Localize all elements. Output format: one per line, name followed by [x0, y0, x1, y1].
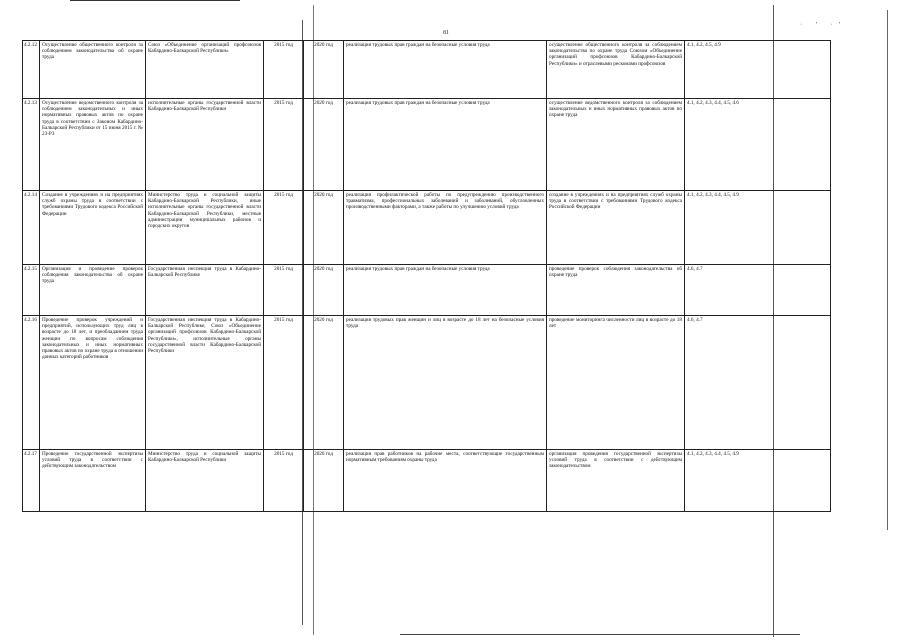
- scan-corner-marks: · ’ ·’: [800, 22, 847, 28]
- row-number: 4.2.15: [23, 265, 40, 316]
- direction-cell: реализация трудовых прав граждан на безопасные условия труда: [344, 265, 547, 316]
- activity-cell: Осуществление общественного контроля за соблюдением законодательства об охране труда: [40, 41, 146, 99]
- start-year-cell: 2015 год: [264, 265, 304, 316]
- direction-cell: реализация трудовых прав граждан на безопасные условия труда: [344, 99, 547, 191]
- end-year-cell: 2020 год: [304, 450, 344, 512]
- executor-cell: Союз «Объединение организаций профсоюзов Кабардино-Балкарской Республики»: [146, 41, 264, 99]
- row-number: 4.2.16: [23, 316, 40, 450]
- activity-cell: Проведение проверок учреждений и предприятий, использующих труд лиц в возрасте до 18 лет, и преобладанием труда женщин по вопросам соблюдения законодательных и иных нормативных правовых актов по охране труда в отношении данных категорий работников: [40, 316, 146, 450]
- end-year-cell: 2020 год: [304, 316, 344, 450]
- end-year-cell: 2020 год: [304, 191, 344, 265]
- executor-cell: Государственная инспекция труда в Кабардино-Балкарской Республике, Союз «Объединение организаций профсоюзов Кабардино-Балкарской Республики», исполнительные органы государственной власти Кабардино-Балкарской Республики: [146, 316, 264, 450]
- row-number: 4.2.17: [23, 450, 40, 512]
- scan-line-vertical-4: [887, 10, 888, 530]
- activity-cell: Проведение государственной экспертизы условий труда в соответствии с действующим законодательством: [40, 450, 146, 512]
- direction-cell: реализация трудовых прав граждан на безопасные условия труда: [344, 41, 547, 99]
- scan-line-bottom: [400, 634, 800, 635]
- direction-cell: реализация профилактической работы по предупреждению производственного травматизма, профессиональных заболеваний и заболеваний, обусловленных производственными факторами, а также работы по улучшению условий труда: [344, 191, 547, 265]
- row-number: 4.2.13: [23, 99, 40, 191]
- end-year-cell: 2020 год: [304, 99, 344, 191]
- start-year-cell: 2015 год: [264, 41, 304, 99]
- executor-cell: Министерство труда и социальной защиты Кабардино-Балкарской Республики, иные исполнительные органы государственной власти Кабардино-Балкарской Республики, местные администрации муниципальных районов и городских округов: [146, 191, 264, 265]
- table-row: [23, 191, 831, 265]
- activity-cell: Создание в учреждениях и на предприятиях служб охраны труда в соответствии с требованиями Трудового кодекса Российской Федерации: [40, 191, 146, 265]
- row-number: 4.2.14: [23, 191, 40, 265]
- start-year-cell: 2015 год: [264, 191, 304, 265]
- end-year-cell: 2020 год: [304, 41, 344, 99]
- activity-cell: Организация и проведение проверок соблюдения законодательства об охране труда: [40, 265, 146, 316]
- row-number: 4.2.12: [23, 41, 40, 99]
- table-row: [23, 450, 831, 512]
- table-row: [23, 99, 831, 191]
- direction-cell: реализация прав работников на рабочие места, соответствующие государственным нормативным требованиям охраны труда: [344, 450, 547, 512]
- indicators-cell: 4.1, 4.2, 4.3, 4.4, 4.5, 4.9: [685, 450, 831, 512]
- indicators-cell: 4.1, 4.2, 4.3, 4.4, 4.5, 4.6: [685, 99, 831, 191]
- start-year-cell: 2015 год: [264, 316, 304, 450]
- table-row: [23, 265, 831, 316]
- start-year-cell: 2015 год: [264, 99, 304, 191]
- result-cell: создание в учреждениях и на предприятиях служб охраны труда в соответствии с требованиями Трудового кодекса Российской Федерации: [547, 191, 685, 265]
- end-year-cell: 2020 год: [304, 265, 344, 316]
- direction-cell: реализация трудовых прав женщин и лиц в возрасте до 18 лет на безопасные условия труда: [344, 316, 547, 450]
- indicators-cell: 4.6, 4.7: [685, 265, 831, 316]
- executor-cell: Министерство труда и социальной защиты Кабардино-Балкарской Республики: [146, 450, 264, 512]
- executor-cell: Государственная инспекция труда в Кабардино-Балкарской Республике: [146, 265, 264, 316]
- result-cell: проведение мониторинга численности лиц в возрасте до 18 лет: [547, 316, 685, 450]
- activity-cell: Осуществление ведомственного контроля за соблюдением законодательных и иных нормативных правовых актов по охране труда в соответствии с Законом Кабардино-Балкарской Республики от 15 июня 2015 г. № 23-РЗ: [40, 99, 146, 191]
- executor-cell: исполнительные органы государственной власти Кабардино-Балкарской Республики: [146, 99, 264, 191]
- page-number: 81: [443, 30, 449, 36]
- table-row: [23, 316, 831, 450]
- start-year-cell: 2015 год: [264, 450, 304, 512]
- result-cell: осуществление ведомственного контроля за соблюдением законодательных и иных нормативных правовых актов по охране труда: [547, 99, 685, 191]
- result-cell: организация проведения государственной экспертизы условий труда в соответствии с действующим законодательством: [547, 450, 685, 512]
- indicators-cell: 4.1, 4.2, 4.5, 4.9: [685, 41, 831, 99]
- result-cell: осуществление общественного контроля за соблюдением законодательства по охране труда Союзом «Объединение организаций профсоюзов Кабардино-Балкарской Республики» и отраслевыми рескомами профсоюзов: [547, 41, 685, 99]
- measures-table: [22, 40, 831, 512]
- result-cell: проведение проверок соблюдения законодательства об охране труда: [547, 265, 685, 316]
- indicators-cell: 4.6, 4.7: [685, 316, 831, 450]
- table-row: [23, 41, 831, 99]
- indicators-cell: 4.1, 4.2, 4.3, 4.4, 4.5, 4.9: [685, 191, 831, 265]
- scan-line-top-left: [70, 0, 240, 1]
